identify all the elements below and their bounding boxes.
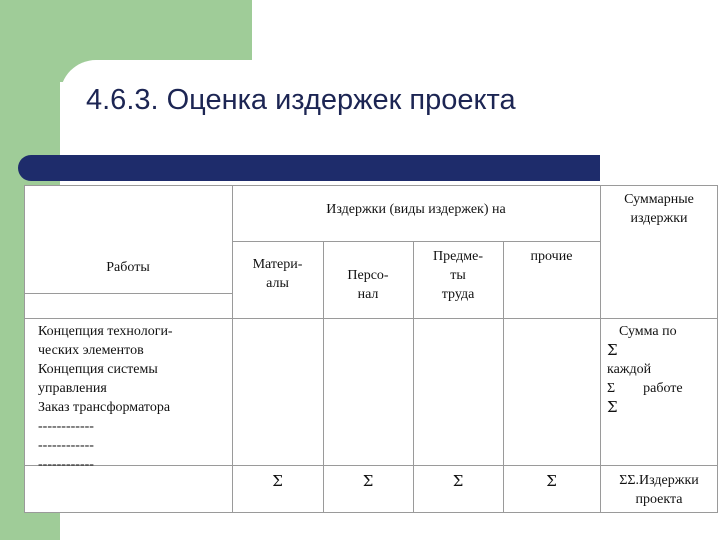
slide-title: 4.6.3. Оценка издержек проекта — [86, 84, 516, 116]
header-line: нал — [357, 287, 379, 302]
title-underline-bar — [18, 155, 600, 181]
header-materials — [232, 255, 323, 293]
header-total-line: Суммарные — [624, 192, 694, 207]
header-line: прочие — [530, 249, 573, 264]
table-line — [24, 185, 718, 186]
work-item: Концепция системы — [38, 362, 158, 377]
row-sums — [607, 322, 707, 417]
sum-personnel: Σ — [362, 472, 374, 490]
table-line — [24, 318, 718, 319]
header-total-line: издержки — [630, 211, 688, 226]
header-line: Матери- — [252, 257, 303, 272]
header-objects-of-labor — [413, 247, 503, 304]
row-sum-line: Σ — [607, 341, 618, 359]
table-line — [232, 241, 600, 242]
table-line — [24, 293, 232, 294]
table-line — [24, 185, 25, 513]
sum-other: Σ — [546, 472, 557, 490]
row-sum-line: каждой — [607, 362, 652, 377]
sum-objects-of-labor: Σ — [452, 472, 464, 490]
header-line: алы — [266, 276, 289, 291]
work-item: ------------ — [38, 457, 94, 472]
row-sum-line: Σ работе — [607, 381, 683, 396]
work-item: ------------ — [38, 438, 94, 453]
total-line: ΣΣ.Издержки — [619, 473, 699, 488]
header-line: труда — [441, 287, 475, 302]
table-line — [24, 512, 718, 513]
header-line: Предме- — [433, 249, 483, 264]
work-item: ческих элементов — [38, 343, 144, 358]
row-sum-line: Сумма по — [619, 324, 677, 339]
total-costs — [600, 471, 718, 509]
work-item: Заказ трансформатора — [38, 400, 171, 415]
work-item: ------------ — [38, 419, 94, 434]
header-personnel — [323, 266, 413, 304]
table-line — [717, 185, 718, 513]
header-works: Работы — [106, 260, 150, 275]
table-line — [232, 185, 233, 513]
header-line: Персо- — [347, 268, 389, 283]
work-item: Концепция технологи- — [38, 324, 173, 339]
header-cost-types: Издержки (виды издержек) на — [326, 202, 506, 217]
works-list — [38, 322, 228, 474]
header-line: ты — [450, 268, 466, 283]
header-other — [503, 247, 600, 266]
row-sum-line: Σ — [607, 398, 618, 416]
total-line: проекта — [635, 492, 683, 507]
table-line — [600, 185, 601, 513]
sum-materials: Σ — [272, 472, 283, 490]
header-total-costs — [600, 190, 718, 228]
work-item: управления — [38, 381, 107, 396]
